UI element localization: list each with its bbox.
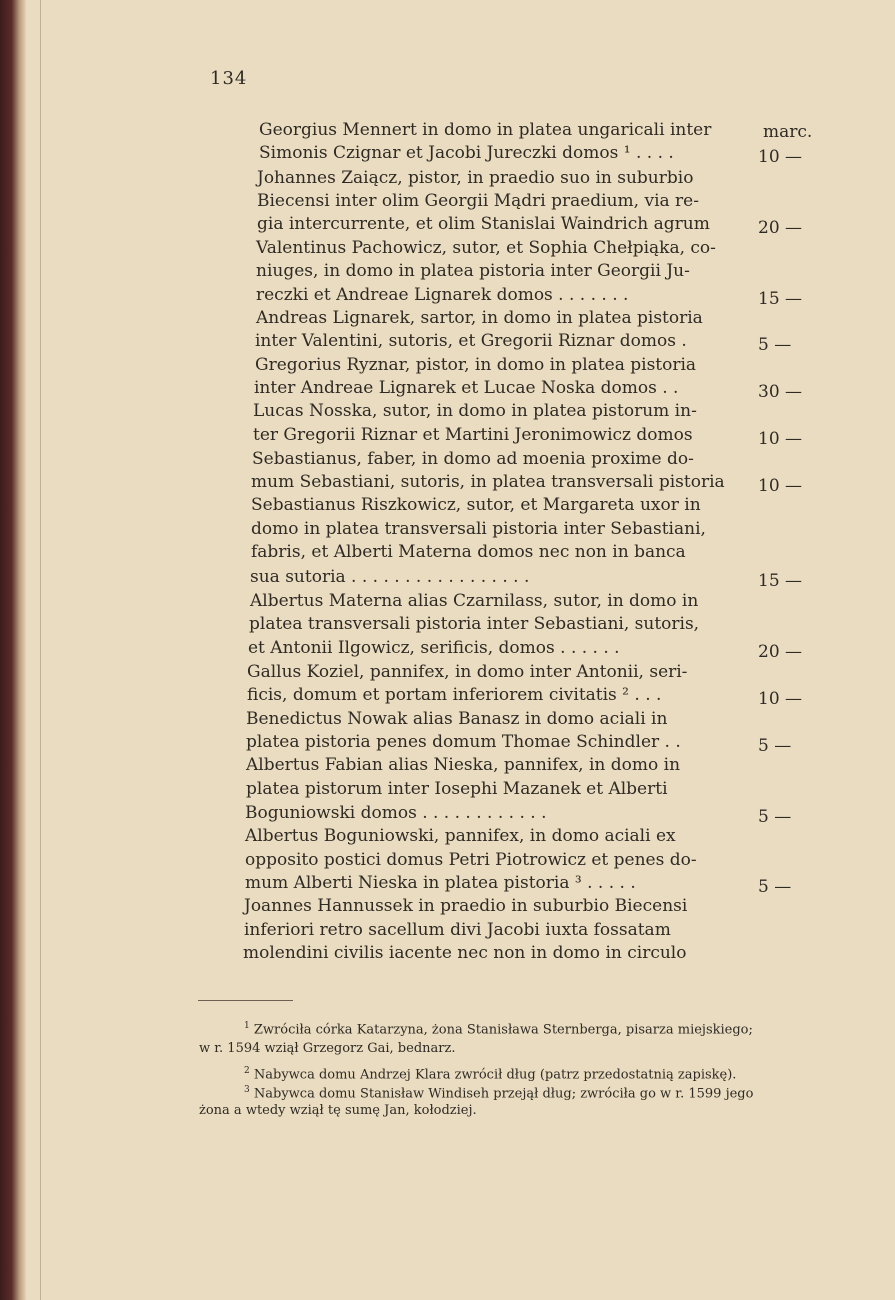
footnote-text: w r. 1594 wziął Grzegorz Gai, bednarz. (199, 1041, 456, 1056)
footnote-text: żona a wtedy wziął tę sumę Jan, kołodziej. (199, 1103, 477, 1118)
text-line: Benedictus Nowak alias Banasz in domo aciali in (246, 709, 668, 729)
footnote-line (244, 1063, 736, 1083)
amount-value: 5 — (758, 335, 792, 355)
text-line: Johannes Zaiącz, pistor, in praedio suo in suburbio (257, 168, 694, 188)
text-line: inter Andreae Lignarek et Lucae Noska domos . . (254, 378, 679, 398)
amount-value: 30 — (758, 382, 803, 402)
footnote-rule (198, 1000, 293, 1001)
text-line: inferiori retro sacellum divi Jacobi iuxta fossatam (244, 920, 671, 940)
amount-value: 5 — (758, 807, 792, 827)
text-line: Biecensi inter olim Georgii Mądri praedium, via re- (257, 191, 699, 211)
text-line: Joannes Hannussek in praedio in suburbio Biecensi (244, 896, 688, 916)
amount-value: 15 — (758, 289, 803, 309)
text-line: ter Gregorii Riznar et Martini Jeronimowicz domos (253, 425, 693, 445)
text-line: Gallus Koziel, pannifex, in domo inter Antonii, seri- (247, 662, 688, 682)
text-line: mum Alberti Nieska in platea pistoria ³ . . . . . (245, 873, 636, 893)
text-line: inter Valentini, sutoris, et Gregorii Riznar domos . (255, 331, 687, 351)
amount-value: 10 — (758, 476, 803, 496)
text-line: Sebastianus Riszkowicz, sutor, et Margareta uxor in (251, 495, 701, 515)
text-line: Andreas Lignarek, sartor, in domo in platea pistoria (256, 308, 703, 328)
text-line: niuges, in domo in platea pistoria inter Georgii Ju- (256, 261, 690, 281)
text-line: Albertus Materna alias Czarnilass, sutor, in domo in (250, 591, 699, 611)
text-line: molendini civilis iacente nec non in domo in circulo (243, 943, 687, 963)
text-line: et Antonii Ilgowicz, serificis, domos . . . . . . (248, 638, 620, 658)
footnote-line (199, 1102, 477, 1119)
footnote-line (199, 1040, 455, 1057)
text-line: Sebastianus, faber, in domo ad moenia proxime do- (252, 449, 694, 469)
text-line: reczki et Andreae Lignarek domos . . . . . . . (256, 285, 629, 305)
footnote-text: Zwróciła córka Katarzyna, żona Stanisława Sternberga, pisarza miejskiego; (253, 1022, 753, 1038)
text-line: mum Sebastiani, sutoris, in platea transversali pistoria (251, 472, 725, 492)
text-line: Gregorius Ryznar, pistor, in domo in platea pistoria (255, 355, 697, 375)
text-line: Boguniowski domos . . . . . . . . . . . . (245, 803, 547, 823)
text-line: gia intercurrente, et olim Stanislai Waindrich agrum (257, 214, 710, 234)
text-line: domo in platea transversali pistoria inter Sebastiani, (251, 519, 706, 539)
text-line: Albertus Boguniowski, pannifex, in domo aciali ex (245, 826, 676, 846)
footnote-mark: 2 (244, 1066, 250, 1076)
amount-value: 5 — (758, 877, 792, 897)
text-line: platea transversali pistoria inter Sebastiani, sutoris, (249, 614, 700, 634)
text-line: platea pistoria penes domum Thomae Schindler . . (246, 732, 681, 752)
amount-value: 10 — (758, 147, 803, 167)
unit-label: marc. (763, 122, 813, 142)
footnote-line (244, 1082, 753, 1102)
text-line: Georgius Mennert in domo in platea ungaricali inter (259, 120, 712, 140)
footnote-mark: 3 (244, 1085, 250, 1095)
footnote-text: Nabywca domu Andrzej Klara zwrócił dług (patrz przedostatnią zapiskę). (253, 1067, 737, 1083)
footnote-line (244, 1018, 753, 1038)
page-number: 134 (210, 68, 248, 89)
text-line: fabris, et Alberti Materna domos nec non in banca (251, 542, 686, 562)
footnote-text: Nabywca domu Stanisław Windiseh przejął dług; zwróciła go w r. 1599 jego (253, 1086, 754, 1102)
amount-value: 15 — (758, 571, 803, 591)
text-line: platea pistorum inter Iosephi Mazanek et Alberti (246, 779, 668, 799)
footnote-mark: 1 (244, 1021, 250, 1031)
amount-value: 20 — (758, 642, 803, 662)
text-line: Albertus Fabian alias Nieska, pannifex, in domo in (246, 755, 681, 775)
amount-value: 5 — (758, 736, 792, 756)
text-line: Lucas Nosska, sutor, in domo in platea pistorum in- (253, 401, 697, 421)
text-line: Simonis Czignar et Jacobi Jureczki domos ¹ . . . . (259, 143, 674, 163)
text-line: sua sutoria . . . . . . . . . . . . . . . . . (250, 567, 530, 587)
text-line: opposito postici domus Petri Piotrowicz et penes do- (245, 850, 697, 870)
text-line: Valentinus Pachowicz, sutor, et Sophia Chełpiąka, co- (256, 238, 716, 258)
amount-value: 10 — (758, 429, 803, 449)
text-line: ficis, domum et portam inferiorem civitatis ² . . . (247, 685, 662, 705)
amount-value: 10 — (758, 689, 803, 709)
amount-value: 20 — (758, 218, 803, 238)
